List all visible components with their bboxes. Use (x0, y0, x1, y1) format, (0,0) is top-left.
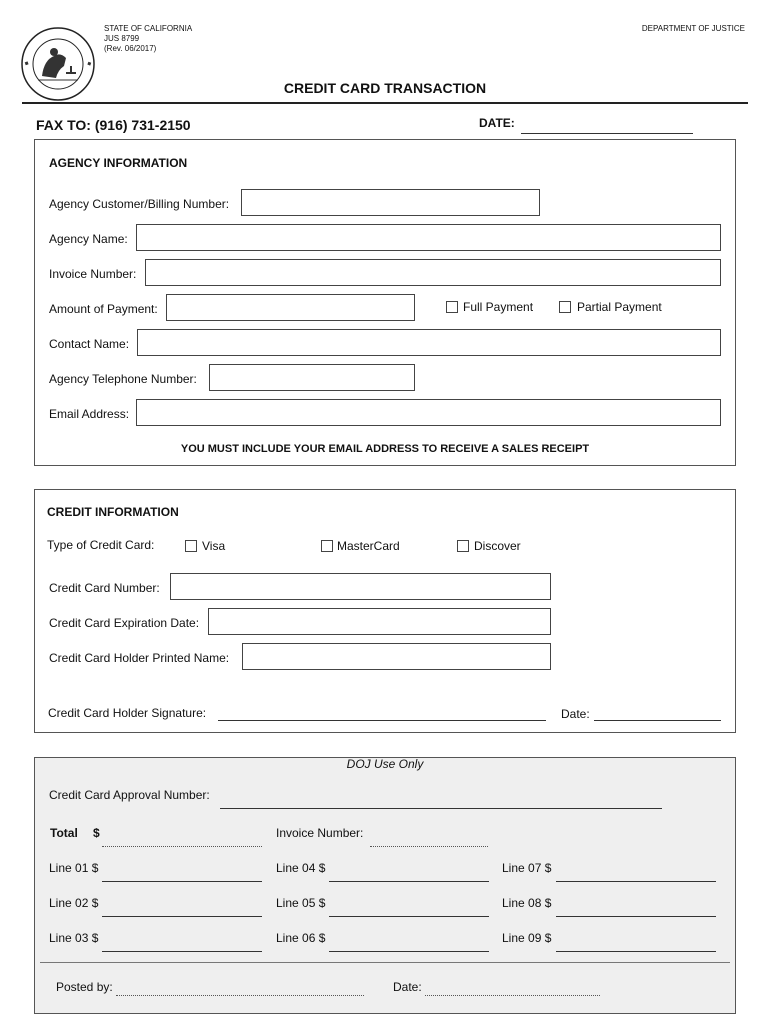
line-05-field[interactable] (329, 916, 489, 917)
doj-heading: DOJ Use Only (346, 757, 424, 771)
total-dollar: $ (93, 826, 100, 840)
doj-invoice-label: Invoice Number: (276, 826, 364, 840)
email-label: Email Address: (49, 407, 130, 421)
telephone-input[interactable] (209, 364, 415, 391)
line-09-label: Line 09 $ (502, 931, 552, 945)
line-06-field[interactable] (329, 951, 489, 952)
department-name: DEPARTMENT OF JUSTICE (641, 24, 745, 33)
signature-label: Credit Card Holder Signature: (48, 706, 207, 720)
card-number-input[interactable] (170, 573, 551, 600)
signature-date-line[interactable] (594, 720, 721, 721)
line-09-field[interactable] (556, 951, 716, 952)
agency-heading: AGENCY INFORMATION (49, 156, 188, 170)
line-01-label: Line 01 $ (49, 861, 99, 875)
discover-checkbox[interactable] (457, 540, 469, 552)
visa-label: Visa (202, 539, 226, 553)
line-02-field[interactable] (102, 916, 262, 917)
line-01-field[interactable] (102, 881, 262, 882)
mastercard-label: MasterCard (337, 539, 400, 553)
full-payment-label: Full Payment (463, 300, 534, 314)
amount-label: Amount of Payment: (49, 302, 158, 316)
line-07-field[interactable] (556, 881, 716, 882)
line-04-field[interactable] (329, 881, 489, 882)
line-07-label: Line 07 $ (502, 861, 552, 875)
header-rule (22, 102, 748, 104)
expiration-input[interactable] (208, 608, 551, 635)
line-08-label: Line 08 $ (502, 896, 552, 910)
contact-name-input[interactable] (137, 329, 721, 356)
date-label: DATE: (479, 116, 515, 130)
telephone-label: Agency Telephone Number: (49, 372, 197, 386)
line-03-label: Line 03 $ (49, 931, 99, 945)
line-04-label: Line 04 $ (276, 861, 326, 875)
card-type-label: Type of Credit Card: (47, 538, 155, 552)
discover-label: Discover (474, 539, 521, 553)
posted-date-label: Date: (393, 980, 422, 994)
signature-date-label: Date: (561, 707, 590, 721)
date-line[interactable] (521, 133, 693, 134)
email-notice: YOU MUST INCLUDE YOUR EMAIL ADDRESS TO RECEIVE A SALES RECEIPT (180, 443, 590, 455)
invoice-number-label: Invoice Number: (49, 267, 137, 281)
mastercard-checkbox[interactable] (321, 540, 333, 552)
customer-billing-label: Agency Customer/Billing Number: (49, 197, 230, 211)
doj-divider (40, 962, 730, 963)
form-number: JUS 8799 (104, 34, 140, 43)
line-06-label: Line 06 $ (276, 931, 326, 945)
agency-name-input[interactable] (136, 224, 721, 251)
holder-name-input[interactable] (242, 643, 551, 670)
line-05-label: Line 05 $ (276, 896, 326, 910)
amount-input[interactable] (166, 294, 415, 321)
page-title: CREDIT CARD TRANSACTION (283, 80, 487, 96)
approval-line[interactable] (220, 808, 662, 809)
partial-payment-label: Partial Payment (577, 300, 662, 314)
form-revision: (Rev. 06/2017) (104, 44, 157, 53)
invoice-number-input[interactable] (145, 259, 721, 286)
line-03-field[interactable] (102, 951, 262, 952)
signature-line[interactable] (218, 720, 546, 721)
posted-date-line[interactable] (425, 995, 600, 996)
customer-billing-input[interactable] (241, 189, 540, 216)
posted-by-label: Posted by: (56, 980, 113, 994)
holder-name-label: Credit Card Holder Printed Name: (49, 651, 230, 665)
email-input[interactable] (136, 399, 721, 426)
doj-invoice-line[interactable] (370, 846, 488, 847)
total-label: Total (50, 826, 78, 840)
posted-by-line[interactable] (116, 995, 364, 996)
partial-payment-checkbox[interactable] (559, 301, 571, 313)
agency-name-label: Agency Name: (49, 232, 128, 246)
total-line[interactable] (102, 846, 262, 847)
line-02-label: Line 02 $ (49, 896, 99, 910)
contact-name-label: Contact Name: (49, 337, 130, 351)
expiration-label: Credit Card Expiration Date: (49, 616, 200, 630)
line-08-field[interactable] (556, 916, 716, 917)
visa-checkbox[interactable] (185, 540, 197, 552)
approval-label: Credit Card Approval Number: (49, 788, 210, 802)
fax-number: FAX TO: (916) 731-2150 (36, 117, 191, 133)
full-payment-checkbox[interactable] (446, 301, 458, 313)
credit-heading: CREDIT INFORMATION (47, 505, 179, 519)
card-number-label: Credit Card Number: (49, 581, 160, 595)
state-name: STATE OF CALIFORNIA (104, 24, 193, 33)
